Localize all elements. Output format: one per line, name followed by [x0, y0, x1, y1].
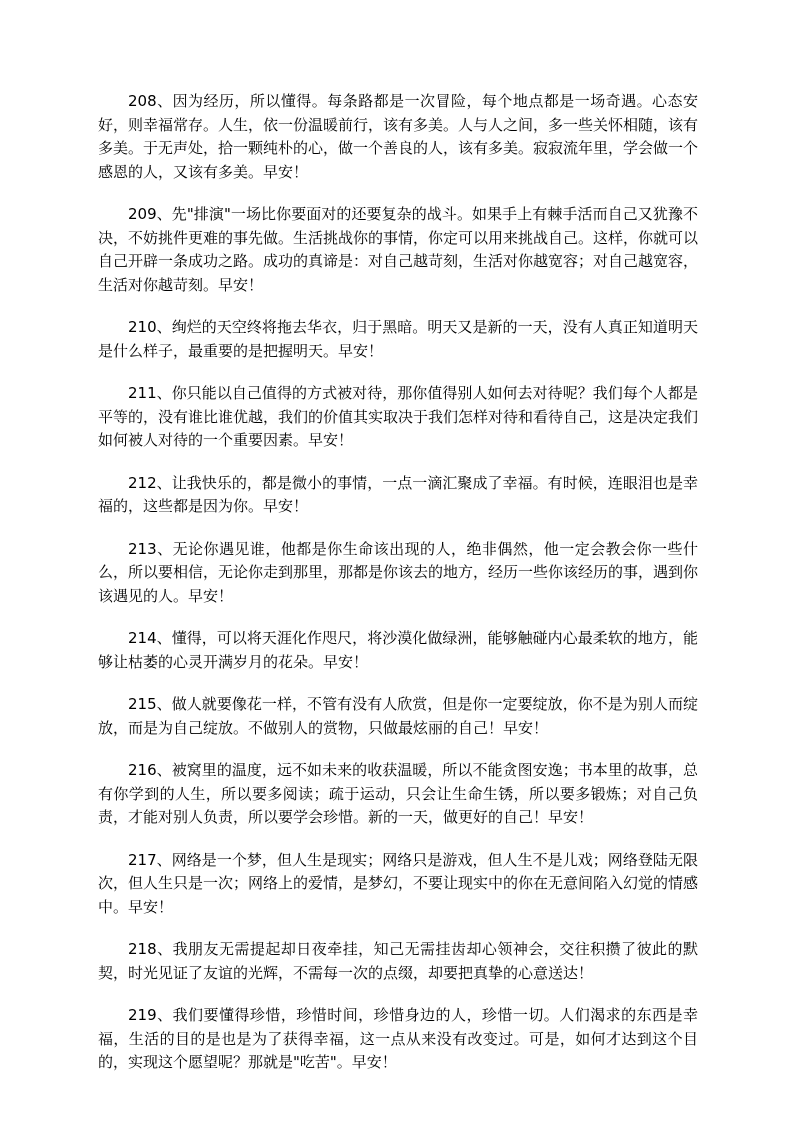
paragraph-210: 210、绚烂的天空终将拖去华衣，归于黑暗。明天又是新的一天，没有人真正知道明天是什么样子，最重要的是把握明天。早安！	[98, 318, 698, 360]
paragraph-219: 219、我们要懂得珍惜，珍惜时间，珍惜身边的人，珍惜一切。人们渴求的东西是幸福，生活的目的是也是为了获得幸福，这一点从来没有改变过。可是，如何才达到这个目的，实现这个愿望呢？那就是"吃苦"。早安！	[98, 1006, 698, 1071]
paragraph-215: 215、做人就要像花一样，不管有没有人欣赏，但是你一定要绽放，你不是为别人而绽放，而是为自己绽放。不做别人的赏物，只做最炫丽的自己！早安！	[98, 695, 698, 737]
paragraph-216: 216、被窝里的温度，远不如未来的收获温暖，所以不能贪图安逸；书本里的故事，总有你学到的人生，所以要多阅读；疏于运动，只会让生命生锈，所以要多锻炼；对自己负责，才能对别人负责，所以要学会珍惜。新的一天，做更好的自己！早安！	[98, 761, 698, 826]
paragraph-209: 209、先"排演"一场比你要面对的还要复杂的战斗。如果手上有棘手活而自己又犹豫不决，不妨挑件更难的事先做。生活挑战你的事情，你定可以用来挑战自己。这样，你就可以自己开辟一条成功之路。成功的真谛是：对自己越苛刻，生活对你越宽容；对自己越宽容，生活对你越苛刻。早安！	[98, 205, 699, 294]
paragraph-217: 217、网络是一个梦，但人生是现实；网络只是游戏，但人生不是儿戏；网络登陆无限次，但人生只是一次；网络上的爱情，是梦幻，不要让现实中的你在无意间陷入幻觉的情感中。早安！	[98, 850, 699, 916]
paragraph-218: 218、我朋友无需提起却日夜牵挂，知己无需挂齿却心领神会，交往积攒了彼此的默契，时光见证了友谊的光辉，不需每一次的点缀，却要把真挚的心意送达！	[98, 940, 698, 982]
paragraph-208: 208、因为经历，所以懂得。每条路都是一次冒险，每个地点都是一场奇遇。心态安好，则幸福常存。人生，依一份温暖前行，该有多美。人与人之间，多一些关怀相随，该有多美。于无声处，拾一颗纯朴的心，做一个善良的人，该有多美。寂寂流年里，学会做一个感恩的人，又该有多美。早安！	[98, 92, 699, 181]
paragraph-212: 212、让我快乐的，都是微小的事情，一点一滴汇聚成了幸福。有时候，连眼泪也是幸福的，这些都是因为你。早安！	[98, 473, 698, 515]
document-body	[98, 90, 698, 1094]
paragraph-211: 211、你只能以自己值得的方式被对待，那你值得别人如何去对待呢？我们每个人都是平等的，没有谁比谁优越，我们的价值其实取决于我们怎样对待和看待自己，这是决定我们如何被人对待的一个重要因素。早安！	[98, 384, 699, 449]
paragraph-213: 213、无论你遇见谁，他都是你生命该出现的人，绝非偶然，他一定会教会你一些什么，所以要相信，无论你走到那里，那都是你该去的地方，经历一些你该经历的事，遇到你该遇见的人。早安！	[98, 539, 699, 605]
paragraph-214: 214、懂得，可以将天涯化作咫尺，将沙漠化做绿洲，能够触碰内心最柔软的地方，能够让枯萎的心灵开满岁月的花朵。早安！	[98, 629, 698, 671]
